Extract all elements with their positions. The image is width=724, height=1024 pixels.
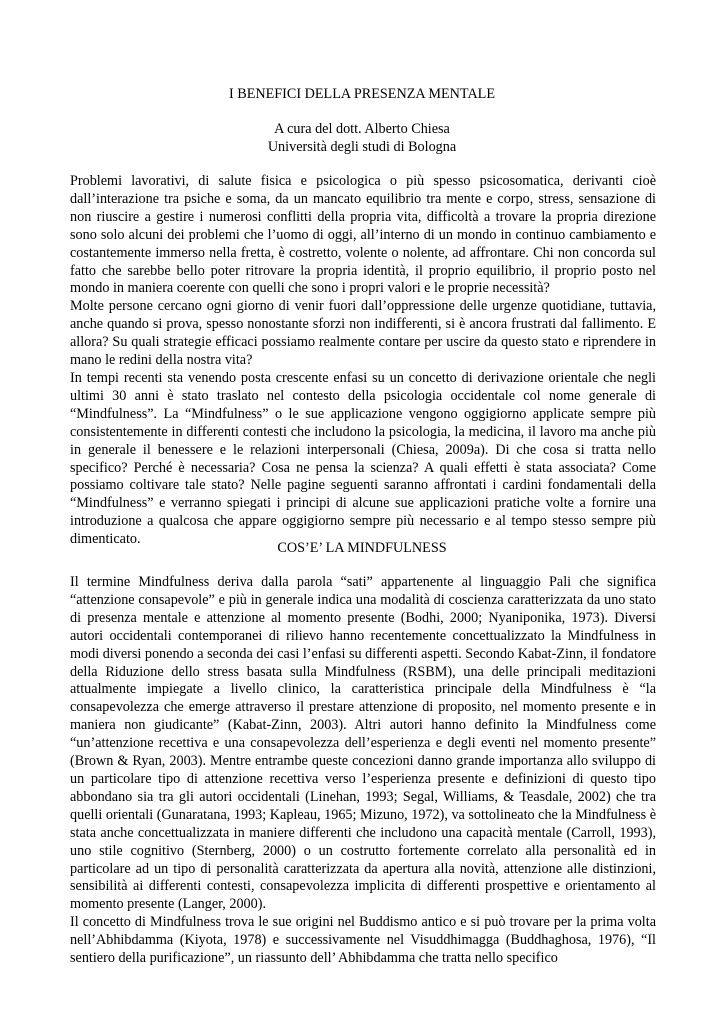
- intro-paragraph-1: Problemi lavorativi, di salute fisica e psicologica o più spesso psicosomatica, derivanti cioè dall’interazione tra psiche e soma, da un mancato equilibrio tra mente e corpo, stress, sensazione di non riuscire a gestire i numerosi conflitti della propria vita, difficoltà a trovare la propria direzione sono solo alcuni dei problemi che l’uomo di oggi, all’interno di un mondo in continuo cambiamento e costantemente immerso nella fretta, è costretto, volente o nolente, ad affrontare. Chi non concorda sul fatto che sarebbe bello poter ritrovare la propria identità, il proprio equilibrio, il proprio posto nel mondo in maniera coerente con quelli che sono i propri valori e le proprie necessità?: [70, 173, 656, 297]
- section-paragraph-2: Il concetto di Mindfulness trova le sue origini nel Buddismo antico e si può trovare per la prima volta nell’Abhibdamma (Kiyota, 1978) e successivamente nel Visuddhimagga (Buddhaghosa, 1976), “Il sentiero della purificazione”, un riassunto dell’ Abhibdamma che tratta nello specifico: [70, 914, 656, 967]
- document-title: I BENEFICI DELLA PRESENZA MENTALE: [228, 86, 496, 102]
- section-paragraph-1: Il termine Mindfulness deriva dalla parola “sati” appartenente al linguaggio Pali che significa “attenzione consapevole” e più in generale indica una modalità di coscienza caratterizzata da uno stato di presenza mentale e attenzione al momento presente (Bodhi, 2000; Nyaniponika, 1973). Diversi autori occidentali contemporanei di rilievo hanno recentemente concettualizzato la Mindfulness in modi diversi ponendo a seconda dei casi l’enfasi su differenti aspetti. Secondo Kabat-Zinn, il fondatore della Riduzione dello stress basata sulla Mindfulness (RSBM), una delle principali meditazioni attualmente impiegate a livello clinico, la caratteristica principale della Mindfulness è “la consapevolezza che emerge attraverso il prestare attenzione di proposito, nel momento presente e in maniera non giudicante” (Kabat-Zinn, 2003). Altri autori hanno definito la Mindfulness come “un’attenzione recettiva e una consapevolezza dell’esperienza e degli eventi nel momento presente” (Brown & Ryan, 2003). Mentre entrambe queste concezioni danno grande importanza allo sviluppo di un particolare tipo di attenzione recettiva verso l’esperienza presente e definizioni di questo tipo abbondano sia tra gli autori occidentali (Linehan, 1993; Segal, Williams, & Teasdale, 2002) che tra quelli orientali (Gunaratana, 1993; Kapleau, 1965; Mizuno, 1972), va sottolineato che la Mindfulness è stata anche concettualizzata in maniere differenti che includono una capacità mentale (Carroll, 1993), uno stile cognitivo (Sternberg, 2000) o un costrutto fortemente correlato alla personalità ed in particolare ad un tipo di personalità caratterizzata da apertura alla novità, attenzione alle distinzioni, sensibilità ai differenti contesti, consapevolezza implicita di differenti prospettive e orientamento al momento presente (Langer, 2000).: [70, 574, 656, 913]
- affiliation-line: Università degli studi di Bologna: [267, 138, 457, 155]
- intro-section: [70, 173, 656, 549]
- author-line: A cura del dott. Alberto Chiesa: [274, 121, 450, 137]
- mindfulness-section: [70, 574, 656, 968]
- author-block: [70, 121, 654, 157]
- intro-paragraph-3: In tempi recenti sta venendo posta crescente enfasi su un concetto di derivazione orientale che negli ultimi 30 anni è stato traslato nel contesto della psicologia occidentale col nome generale di “Mindfulness”. La “Mindfulness” o le sue applicazione vengono oggigiorno applicate sempre più consistentemente in differenti contesti che includono la psicologia, la medicina, il lavoro ma anche più in generale il benessere e le relazioni interpersonali (Chiesa, 2009a). Di che cosa si tratta nello specifico? Perché è necessaria? Cosa ne pensa la scienza? A quali effetti è stata associata? Come possiamo coltivare tale stato? Nelle pagine seguenti saranno affrontati i cardini fondamentali della “Mindfulness” e verranno spiegati i principi di alcune sue applicazioni pratiche volte a fornire una introduzione a qualcosa che appare oggigiorno sempre più necessario e al tempo stesso sempre più dimenticato.: [70, 369, 656, 548]
- intro-paragraph-2: Molte persone cercano ogni giorno di venir fuori dall’oppressione delle urgenze quotidiane, tuttavia, anche quando si prova, spesso nonostante sforzi non indifferenti, si è ancora frustrati dal fallimento. E allora? Su quali strategie efficaci possiamo realmente contare per uscire da questo stato e riprendere in mano le redini della nostra vita?: [70, 298, 656, 369]
- section-heading: COS’E’ LA MINDFULNESS: [277, 540, 447, 556]
